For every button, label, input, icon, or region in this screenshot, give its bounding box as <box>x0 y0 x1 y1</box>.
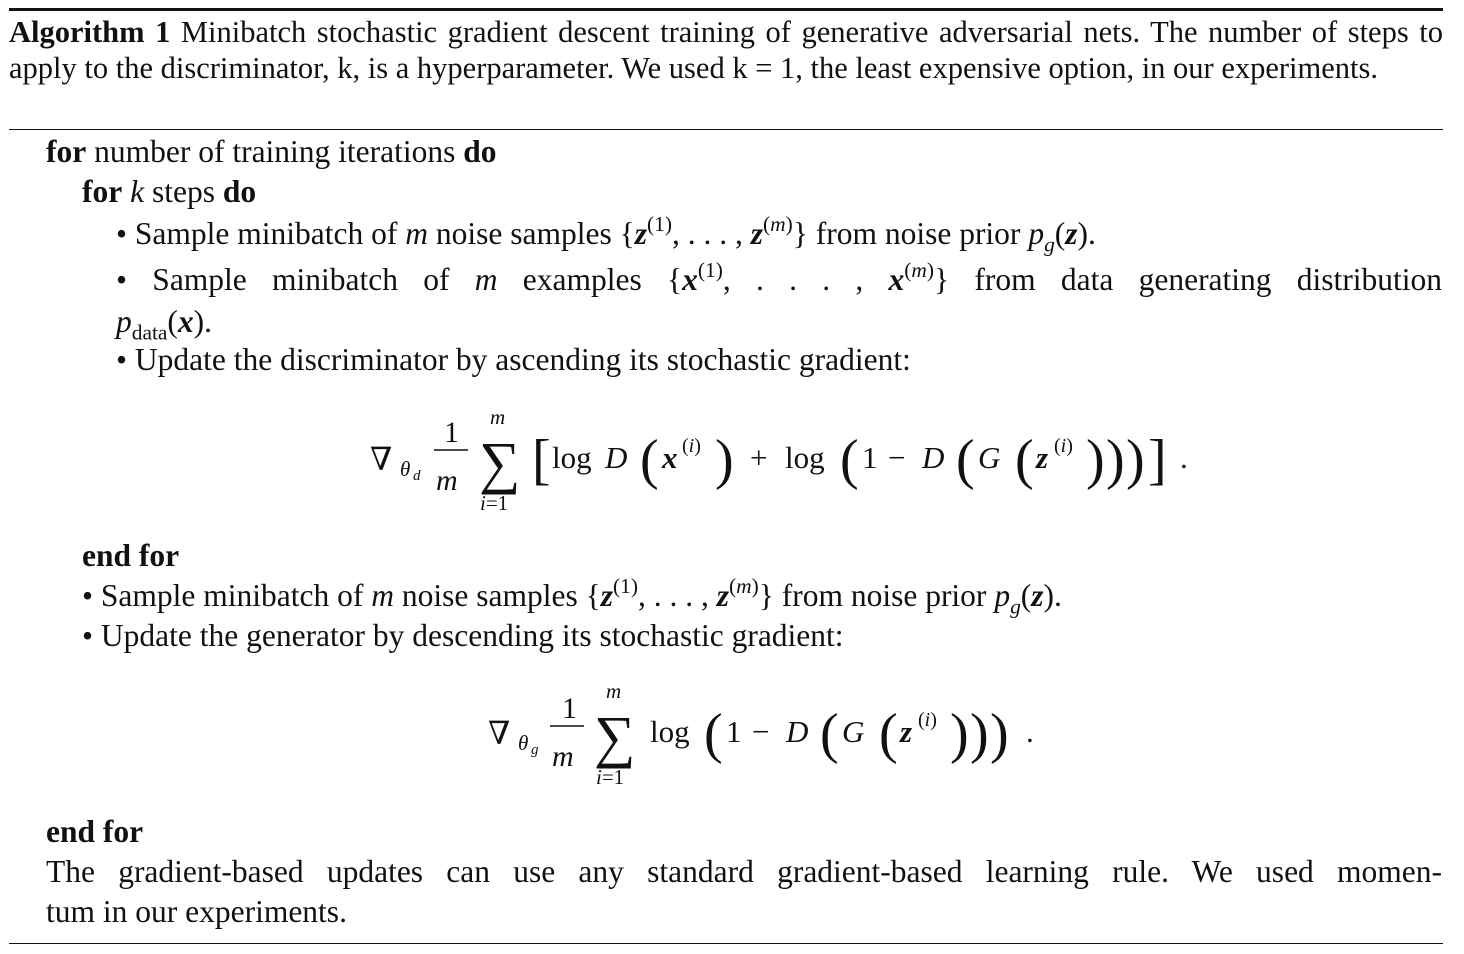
caption-rule <box>9 129 1443 130</box>
keyword-for: for <box>46 134 87 169</box>
step-text: examples <box>522 262 642 297</box>
step-text: Sample minibatch of <box>134 216 398 251</box>
svg-text:∑: ∑ <box>479 430 521 495</box>
z-set: {$z^{(1)}$, . . . , $z^{(m)}$} <box>619 212 808 251</box>
svg-text:(i): (i) <box>682 435 701 457</box>
x-set: {$x^{(1)}$, . . . , $x^{(m)}$} <box>667 258 950 297</box>
svg-text:+: + <box>750 440 768 475</box>
z-set: {$z^{(1)}$, . . . , $z^{(m)}$} <box>585 574 774 613</box>
svg-text:d: d <box>413 468 421 484</box>
svg-text:(: ( <box>640 429 659 491</box>
algorithm-label: Algorithm 1 <box>9 15 171 49</box>
bullet: • <box>116 342 128 377</box>
svg-text:−: − <box>888 440 906 475</box>
keyword-for: for <box>82 174 123 209</box>
outer-for-text: number of training iterations <box>94 134 456 169</box>
bullet: • <box>82 578 94 613</box>
svg-text:.: . <box>1180 440 1188 475</box>
step-sample-noise-inner <box>116 212 1096 257</box>
top-rule <box>9 8 1443 11</box>
var-m: m <box>405 216 428 251</box>
keyword-do: do <box>463 134 497 169</box>
svg-text:−: − <box>752 714 770 749</box>
svg-text:x: x <box>662 440 678 475</box>
keyword-end-for: end for <box>82 538 180 573</box>
bottom-rule <box>9 943 1443 944</box>
svg-text:1: 1 <box>726 714 742 749</box>
algorithm-caption-text: Minibatch stochastic gradient descent training of generative adversarial nets. The number of steps to apply to the discriminator, k, is a hyperparameter. We used k = 1, the least expensive option, in our experiments. <box>9 15 1443 85</box>
inner-for-text: steps <box>151 174 215 209</box>
inner-end-for <box>82 536 179 576</box>
note-text: tum in our experiments. <box>46 894 347 929</box>
svg-text:): ) <box>950 703 969 765</box>
svg-text:z: z <box>1036 440 1049 475</box>
discriminator-gradient-equation <box>360 400 1200 525</box>
outer-end-for <box>46 812 143 852</box>
inner-for-line <box>82 172 256 212</box>
closing-note-line1 <box>46 852 1442 892</box>
svg-text:1: 1 <box>862 440 878 475</box>
svg-text:∑: ∑ <box>594 704 636 769</box>
svg-text:): ) <box>1126 429 1145 491</box>
svg-text:log: log <box>785 440 825 475</box>
step-text: from noise prior <box>815 216 1021 251</box>
svg-text:i=1: i=1 <box>480 491 509 515</box>
bullet: • <box>116 262 128 297</box>
svg-text:(: ( <box>879 703 898 765</box>
var-k: k <box>130 174 145 209</box>
pdata-line: $p_{data}(x)$. <box>116 304 213 345</box>
var-m: m <box>474 262 498 297</box>
step-text: from data generating distribution <box>974 262 1443 297</box>
svg-text:log: log <box>552 440 592 475</box>
step-text: Update the generator by descending its stochastic gradient: <box>100 618 844 653</box>
step-sample-examples <box>116 260 1442 300</box>
svg-text:m: m <box>436 464 458 497</box>
svg-text:D: D <box>922 440 945 475</box>
generator-gradient-equation <box>478 676 1058 801</box>
svg-text:∇: ∇ <box>488 715 511 751</box>
svg-text:(i): (i) <box>918 709 937 731</box>
svg-text:1: 1 <box>562 692 577 725</box>
svg-text:G: G <box>978 440 1001 475</box>
step-update-discriminator <box>116 340 911 380</box>
pdata-subscript: data <box>131 320 168 345</box>
var-m: m <box>371 578 394 613</box>
step-text: noise samples <box>435 216 612 251</box>
svg-text:(: ( <box>1015 429 1034 491</box>
step-update-generator <box>82 616 844 656</box>
svg-text:(: ( <box>840 429 859 491</box>
svg-text:z: z <box>900 714 913 749</box>
svg-text:θ: θ <box>518 731 529 755</box>
step-text: noise samples <box>401 578 578 613</box>
svg-text:): ) <box>715 429 734 491</box>
svg-text:m: m <box>490 405 506 429</box>
noise-prior: $p_g(z)$. <box>1028 216 1096 257</box>
svg-text:): ) <box>1106 429 1125 491</box>
svg-text:(: ( <box>956 429 975 491</box>
svg-text:G: G <box>842 714 865 749</box>
svg-text:D: D <box>605 440 628 475</box>
svg-text:1: 1 <box>444 416 459 449</box>
keyword-end-for: end for <box>46 814 144 849</box>
noise-prior: $p_g(z)$. <box>994 578 1062 619</box>
step-text: Sample minibatch of <box>100 578 364 613</box>
svg-text:g: g <box>531 742 539 758</box>
svg-text:m: m <box>552 740 574 773</box>
svg-text:(: ( <box>704 703 723 765</box>
bullet: • <box>116 216 128 251</box>
bullet: • <box>82 618 94 653</box>
svg-text:∇: ∇ <box>370 441 393 477</box>
step-text: Sample minibatch of <box>152 262 450 297</box>
svg-text:[: [ <box>532 429 551 491</box>
keyword-do: do <box>222 174 257 209</box>
svg-text:]: ] <box>1148 429 1167 491</box>
svg-text:D: D <box>786 714 809 749</box>
svg-text:): ) <box>990 703 1009 765</box>
svg-text:.: . <box>1026 714 1034 749</box>
svg-text:): ) <box>970 703 989 765</box>
svg-text:log: log <box>650 714 690 749</box>
note-text: The gradient-based updates can use any standard gradient-based learning rule. We used momen- <box>46 854 1442 889</box>
svg-text:): ) <box>1086 429 1105 491</box>
svg-text:(i): (i) <box>1054 435 1073 457</box>
step-text: Update the discriminator by ascending its stochastic gradient: <box>134 342 911 377</box>
step-sample-noise-outer <box>82 574 1062 619</box>
step-text: from noise prior <box>781 578 987 613</box>
svg-text:θ: θ <box>400 457 411 481</box>
outer-for-line <box>46 132 497 172</box>
svg-text:m: m <box>606 679 622 703</box>
algorithm-caption <box>9 14 1443 86</box>
closing-note-line2 <box>46 892 347 932</box>
svg-text:(: ( <box>820 703 839 765</box>
svg-text:i=1: i=1 <box>596 765 625 789</box>
